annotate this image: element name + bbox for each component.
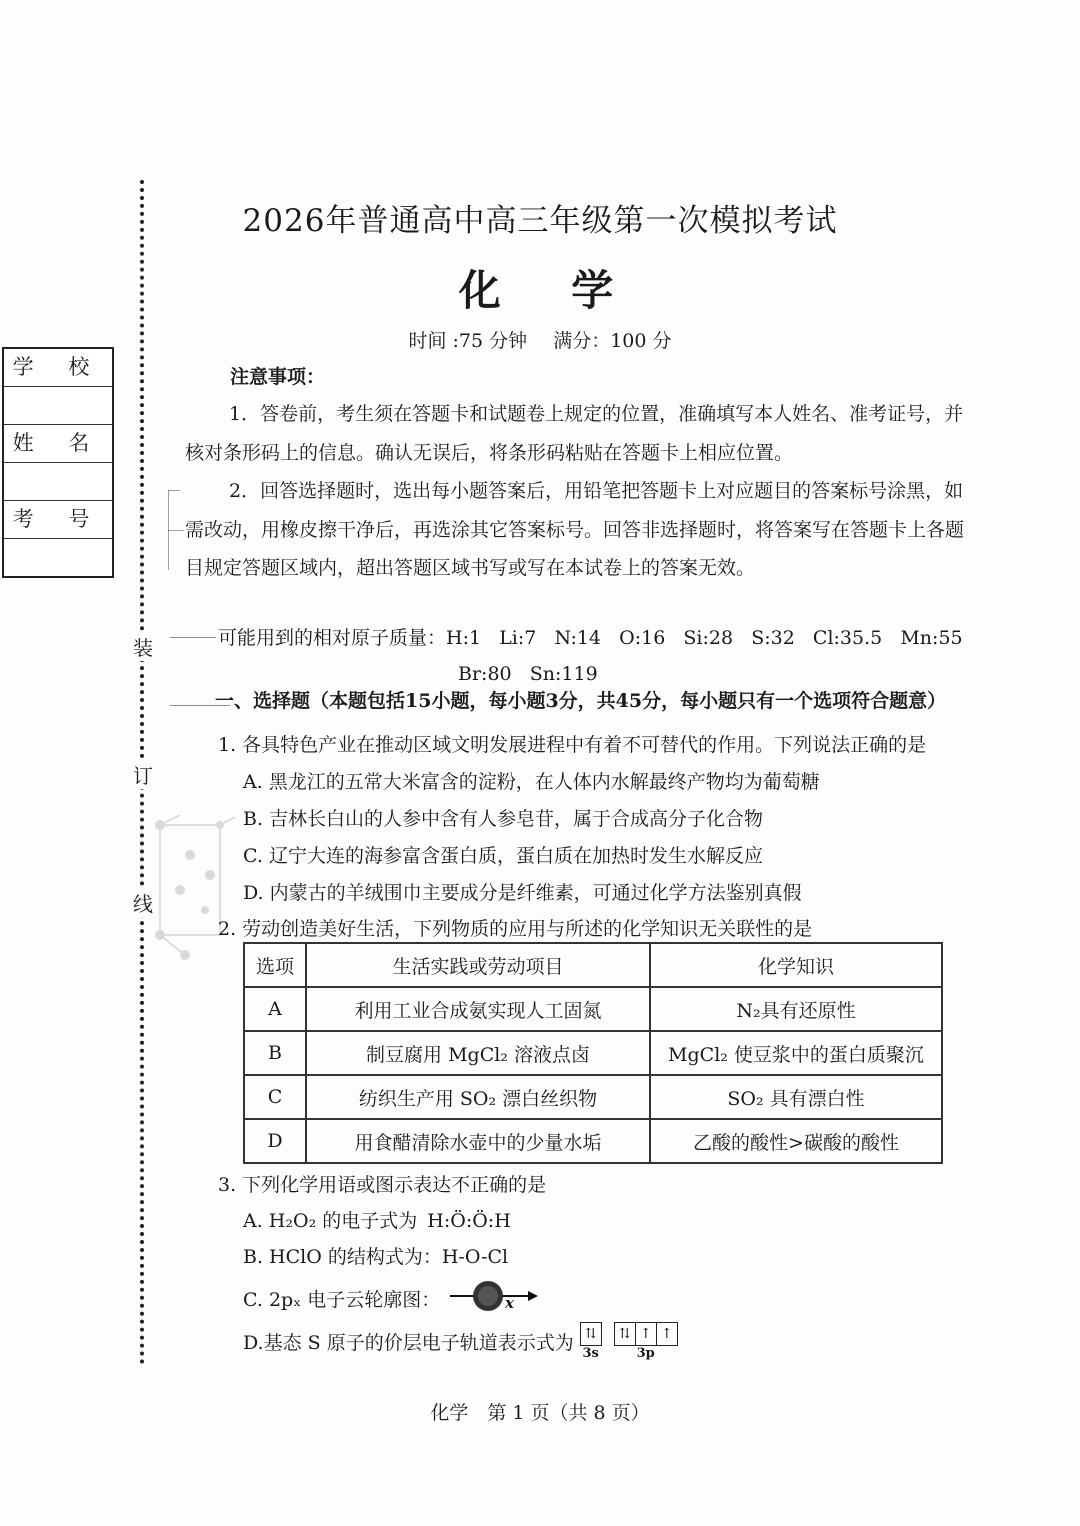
student-info-box (2, 347, 114, 578)
table-cell: 用食醋清除水壶中的少量水垢 (306, 1119, 650, 1163)
table-header: 生活实践或劳动项目 (306, 943, 650, 987)
table-row (244, 1031, 942, 1075)
table-cell: 乙酸的酸性>碳酸的酸性 (650, 1119, 942, 1163)
binding-char-zhuang: 装 (133, 632, 153, 661)
table-header: 化学知识 (650, 943, 942, 987)
masses-label: 可能用到的相对原子质量： (218, 627, 447, 649)
name-label: 姓 名 (4, 425, 112, 463)
subject-title: 化 学 (458, 266, 642, 315)
table-cell: D (244, 1119, 306, 1163)
school-label: 学 校 (4, 349, 112, 387)
table-row (244, 1075, 942, 1119)
question-1-stem: 1. 各具特色产业在推动区域文明发展进程中有着不可替代的作用。下列说法正确的是 (218, 734, 927, 756)
table-cell: 制豆腐用 MgCl₂ 溶液点卤 (306, 1031, 650, 1075)
table-cell: B (244, 1031, 306, 1075)
table-cell: N₂具有还原性 (650, 987, 942, 1031)
guide-line (168, 490, 180, 491)
option-a-text: A. H₂O₂ 的电子式为 (243, 1210, 418, 1232)
table-row (244, 1119, 942, 1163)
guide-line (168, 530, 184, 531)
atomic-masses (218, 620, 963, 692)
question-2-table (243, 942, 943, 1164)
masses-row-2: Br:80 Sn:119 (458, 663, 598, 685)
table-cell: SO₂ 具有漂白性 (650, 1075, 942, 1119)
table-cell: C (244, 1075, 306, 1119)
time-limit: 时间 :75 分钟 (408, 330, 528, 352)
exam-number-field[interactable] (4, 539, 112, 576)
section-heading: 一、选择题（本题包括15小题，每小题3分，共45分，每小题只有一个选项符合题意） (215, 690, 947, 712)
faint-crystal-watermark (150, 815, 240, 965)
table-cell: 利用工业合成氨实现人工固氮 (306, 987, 650, 1031)
exam-number-label: 考 号 (4, 501, 112, 539)
orbital-box-3p-3: ↑ (657, 1322, 678, 1346)
table-cell: MgCl₂ 使豆浆中的蛋白质聚沉 (650, 1031, 942, 1075)
question-1-option-d: D. 内蒙古的羊绒围巾主要成分是纤维素，可通过化学方法鉴别真假 (243, 882, 802, 904)
notice-item-2: 2．回答选择题时，选出每小题答案后，用铅笔把答题卡上对应题目的答案标号涂黑，如需改动，用橡皮擦干净后，再选涂其它答案标号。回答非选择题时，将答案写在答题卡上各题目规定答题区域内，超出答题区域书写或写在本试卷上的答案无效。 (185, 480, 965, 579)
option-c-text: C. 2pₓ 电子云轮廓图： (243, 1288, 441, 1311)
question-1-option-c: C. 辽宁大连的海参富含蛋白质，蛋白质在加热时发生水解反应 (243, 845, 763, 867)
question-2-stem: 2. 劳动创造美好生活，下列物质的应用与所述的化学知识无关联性的是 (218, 918, 813, 940)
binding-char-xian: 线 (133, 888, 153, 917)
full-score: 满分：100 分 (553, 330, 672, 352)
orbital-3s-group (580, 1322, 602, 1361)
table-cell: 纺织生产用 SO₂ 漂白丝织物 (306, 1075, 650, 1119)
guide-line (170, 637, 216, 638)
question-3-option-b: B. HClO 的结构式为：H-O-Cl (243, 1246, 509, 1268)
orbital-label-3s: 3s (582, 1346, 599, 1361)
orbital-boxes-3p (614, 1322, 678, 1346)
question-3-option-a (243, 1206, 511, 1233)
h2o2-electron-formula: H:Ö:Ö:H (427, 1210, 511, 1232)
question-1-option-a: A. 黑龙江的五常大米富含的淀粉，在人体内水解最终产物均为葡萄糖 (243, 771, 820, 793)
orbital-box-3s: ⇅ (580, 1322, 602, 1346)
question-3-option-d (243, 1322, 678, 1361)
exam-title: 2026年普通高中高三年级第一次模拟考试 (242, 203, 838, 239)
orbital-box-3p-2: ↑ (636, 1322, 657, 1346)
table-row (244, 987, 942, 1031)
table-header-row (244, 943, 942, 987)
masses-row-1: H:1 Li:7 N:14 O:16 Si:28 S:32 Cl:35.5 Mn:55 (446, 627, 963, 649)
school-field[interactable] (4, 387, 112, 425)
notice-item-1: 1．答卷前，考生须在答题卡和试题卷上规定的位置，准确填写本人姓名、准考证号，并核对条形码上的信息。确认无误后，将条形码粘贴在答题卡上相应位置。 (185, 403, 964, 464)
orbital-box-3p-1: ⇅ (614, 1322, 636, 1346)
binding-char-ding: 订 (133, 760, 153, 789)
notice-heading: 注意事项： (230, 366, 326, 388)
name-field[interactable] (4, 463, 112, 501)
exam-meta (0, 326, 1080, 353)
question-3-option-c (243, 1280, 543, 1316)
question-3-stem: 3. 下列化学用语或图示表达不正确的是 (218, 1174, 547, 1196)
question-1-option-b: B. 吉林长白山的人参中含有人参皂苷，属于合成高分子化合物 (243, 808, 764, 830)
page-footer: 化学 第 1 页（共 8 页） (430, 1402, 650, 1424)
2px-orbital-diagram (448, 1280, 543, 1316)
table-cell: A (244, 987, 306, 1031)
x-axis-label: x (505, 1294, 514, 1312)
orbital-label-3p: 3p (636, 1346, 655, 1361)
orbital-3p-group (614, 1322, 678, 1361)
option-d-text: D.基态 S 原子的价层电子轨道表示式为 (243, 1332, 574, 1354)
table-header: 选项 (244, 943, 306, 987)
